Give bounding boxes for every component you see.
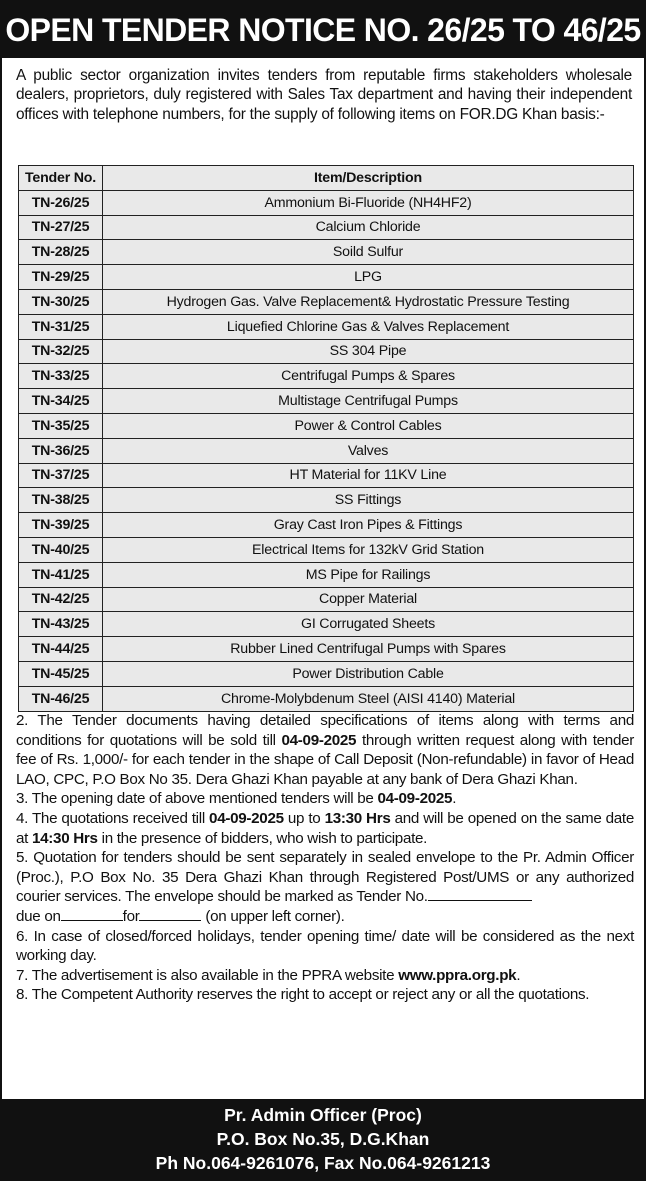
term-6: 6. In case of closed/forced holidays, tender opening time/ date will be considered as the next working day. — [16, 927, 634, 965]
term-4-text-c: and will be opened on the same date at — [16, 809, 634, 847]
table-row — [19, 587, 634, 612]
tender-number: TN-35/25 — [19, 413, 103, 438]
footer-officer: Pr. Admin Officer (Proc) — [224, 1105, 422, 1125]
tender-number: TN-40/25 — [19, 537, 103, 562]
for-blank — [139, 907, 201, 921]
item-description: Power & Control Cables — [103, 413, 634, 438]
term-4-text-d: in the presence of bidders, who wish to participate. — [97, 829, 428, 847]
table-row — [19, 686, 634, 711]
tender-number: TN-34/25 — [19, 389, 103, 414]
term-2-text-a: 2. The Tender documents having detailed specifications of items along with terms and conditions for quotations will be sold till — [16, 712, 634, 749]
item-description: LPG — [103, 265, 634, 290]
tender-number: TN-31/25 — [19, 314, 103, 339]
table-row — [19, 265, 634, 290]
footer-phone: Ph No.064-9261076, Fax No.064-9261213 — [155, 1153, 491, 1173]
table-row — [19, 289, 634, 314]
tender-number: TN-37/25 — [19, 463, 103, 488]
footer-address: P.O. Box No.35, D.G.Khan — [216, 1129, 430, 1149]
term-5-text-a: 5. Quotation for tenders should be sent separately in sealed envelope to the Pr. Admin Officer (Proc.), P.O Box No. 35 Dera Ghazi Khan through Registered Post/UMS or any authorized courier services. The envelope should be marked as Tender No. — [16, 849, 634, 906]
term-7 — [16, 966, 634, 986]
tender-number: TN-33/25 — [19, 364, 103, 389]
table-header-row — [19, 166, 634, 191]
term-5 — [16, 848, 634, 926]
item-description: MS Pipe for Railings — [103, 562, 634, 587]
item-description: Valves — [103, 438, 634, 463]
tender-number: TN-28/25 — [19, 240, 103, 265]
item-description: Calcium Chloride — [103, 215, 634, 240]
tender-number: TN-44/25 — [19, 637, 103, 662]
term-5-for-label: for — [122, 907, 140, 925]
tender-number: TN-36/25 — [19, 438, 103, 463]
item-description: SS 304 Pipe — [103, 339, 634, 364]
term-2 — [16, 711, 634, 789]
term-2-text-b: through written request along with tender fee of Rs. 1,000/- for each tender in the shape of Call Deposit (Non-refundable) in favor of Head LAO, CPC, P.O Box No 35. Dera Ghazi Khan payable at any bank of Dera Ghazi Khan. — [16, 731, 634, 788]
tender-number: TN-46/25 — [19, 686, 103, 711]
table-row — [19, 513, 634, 538]
term-7-text-a: 7. The advertisement is also available in the PPRA website — [16, 966, 399, 984]
term-7-text-b: . — [516, 966, 521, 984]
tender-rows — [19, 190, 634, 711]
item-description: Liquefied Chlorine Gas & Valves Replacement — [103, 314, 634, 339]
due-date-blank — [61, 907, 123, 921]
notice-title: OPEN TENDER NOTICE NO. 26/25 TO 46/25 — [2, 2, 644, 58]
tender-number: TN-30/25 — [19, 289, 103, 314]
term-4-text-a: 4. The quotations received till — [16, 809, 210, 827]
table-row — [19, 215, 634, 240]
table-row — [19, 438, 634, 463]
table-row — [19, 413, 634, 438]
term-3-date: 04-09-2025 — [377, 790, 453, 808]
tender-number: TN-27/25 — [19, 215, 103, 240]
item-description: Copper Material — [103, 587, 634, 612]
table-row — [19, 364, 634, 389]
intro-paragraph: A public sector organization invites tenders from reputable firms stakeholders wholesale dealers, proprietors, duly registered with Sales Tax department and having their independent offices with telephone numbers, for the supply of following items on FOR.DG Khan basis:- — [16, 67, 632, 123]
item-description: Electrical Items for 132kV Grid Station — [103, 537, 634, 562]
header-description: Item/Description — [103, 166, 634, 191]
header-tender-no: Tender No. — [19, 166, 103, 191]
item-description: Centrifugal Pumps & Spares — [103, 364, 634, 389]
table-row — [19, 463, 634, 488]
table-row — [19, 637, 634, 662]
table-row — [19, 562, 634, 587]
item-description: Hydrogen Gas. Valve Replacement& Hydrostatic Pressure Testing — [103, 289, 634, 314]
term-5-due-label: due on — [16, 907, 61, 925]
item-description: Chrome-Molybdenum Steel (AISI 4140) Material — [103, 686, 634, 711]
tender-number: TN-26/25 — [19, 190, 103, 215]
table-row — [19, 661, 634, 686]
item-description: Multistage Centrifugal Pumps — [103, 389, 634, 414]
tender-number: TN-41/25 — [19, 562, 103, 587]
tender-number: TN-45/25 — [19, 661, 103, 686]
contact-footer — [2, 1099, 644, 1181]
item-description: Soild Sulfur — [103, 240, 634, 265]
term-4-date: 04-09-2025 — [209, 809, 284, 827]
item-description: Power Distribution Cable — [103, 661, 634, 686]
term-4-time-received: 13:30 Hrs — [324, 809, 391, 827]
ppra-website: www.ppra.org.pk — [398, 966, 517, 984]
term-4-time-opening: 14:30 Hrs — [32, 829, 98, 847]
tender-number: TN-43/25 — [19, 612, 103, 637]
term-3-text-a: 3. The opening date of above mentioned tenders will be — [16, 790, 378, 808]
item-description: SS Fittings — [103, 488, 634, 513]
item-description: HT Material for 11KV Line — [103, 463, 634, 488]
tender-number: TN-42/25 — [19, 587, 103, 612]
table-row — [19, 314, 634, 339]
tender-table — [18, 165, 634, 712]
table-row — [19, 612, 634, 637]
tender-number: TN-38/25 — [19, 488, 103, 513]
term-3 — [16, 789, 634, 809]
table-row — [19, 240, 634, 265]
term-4-text-b: up to — [283, 809, 325, 827]
term-2-date: 04-09-2025 — [281, 731, 357, 749]
tender-number: TN-32/25 — [19, 339, 103, 364]
term-5-text-b: (on upper left corner). — [205, 907, 345, 925]
tender-no-blank — [428, 887, 532, 901]
table-row — [19, 339, 634, 364]
item-description: GI Corrugated Sheets — [103, 612, 634, 637]
item-description: Rubber Lined Centrifugal Pumps with Spares — [103, 637, 634, 662]
term-8: 8. The Competent Authority reserves the right to accept or reject any or all the quotations. — [16, 986, 590, 1004]
table-row — [19, 389, 634, 414]
terms-section — [16, 711, 634, 1005]
term-4 — [16, 809, 634, 848]
tender-number: TN-29/25 — [19, 265, 103, 290]
tender-number: TN-39/25 — [19, 513, 103, 538]
item-description: Ammonium Bi-Fluoride (NH4HF2) — [103, 190, 634, 215]
item-description: Gray Cast Iron Pipes & Fittings — [103, 513, 634, 538]
table-row — [19, 190, 634, 215]
table-row — [19, 488, 634, 513]
term-3-text-b: . — [452, 790, 457, 808]
table-row — [19, 537, 634, 562]
